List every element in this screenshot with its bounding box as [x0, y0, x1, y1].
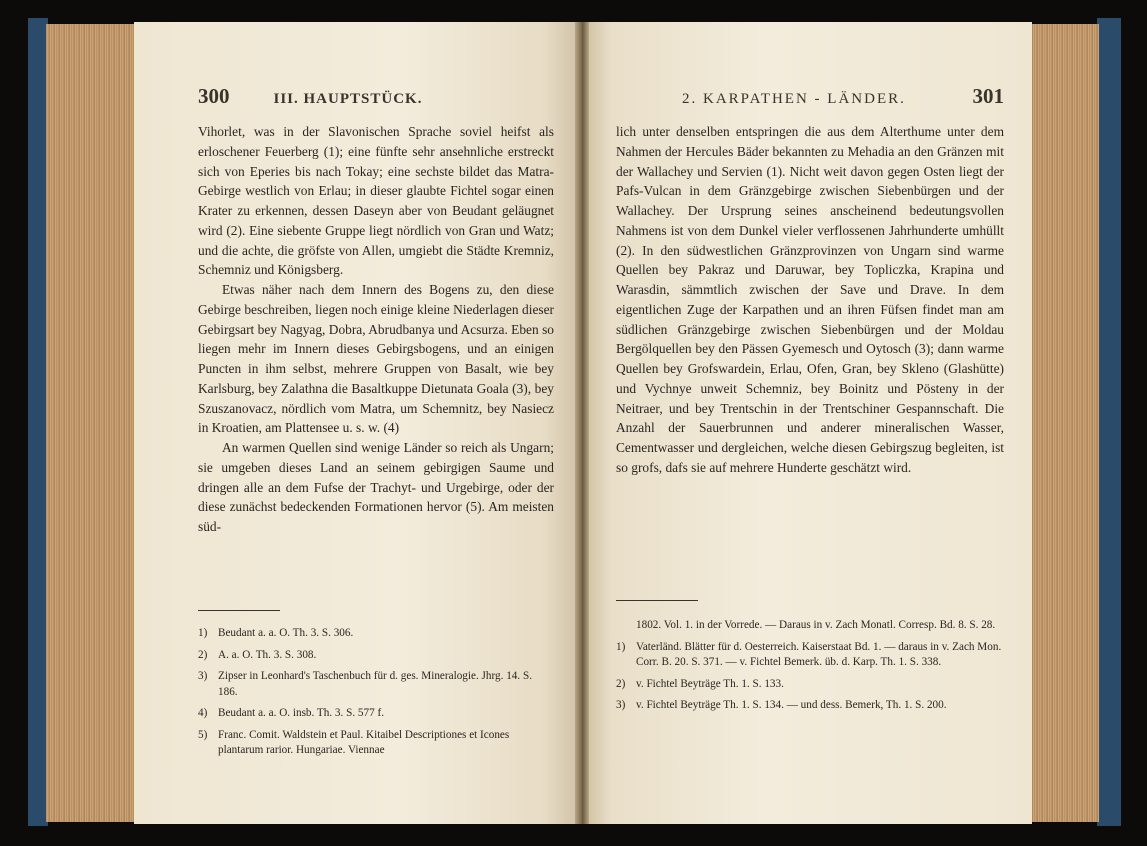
paragraph: An warmen Quellen sind wenige Länder so reich als Ungarn; sie umgeben dieses Land an seinem gebirgigen Saume und dringen alle an dem Fufse der Trachyt- und Urgebirge, oder der diese zunächst bedeckenden Formationen hervor (5). Am meisten süd-	[198, 440, 554, 534]
footnote-text: Franc. Comit. Waldstein et Paul. Kitaibel Descriptiones et Icones plantarum rarior. Hungariae. Viennae	[218, 728, 510, 756]
footnote-mark: 3)	[616, 699, 626, 711]
footnote-mark: 2)	[616, 677, 626, 690]
footnote-rule	[616, 600, 698, 601]
footnotes	[616, 618, 1004, 720]
footnote	[198, 626, 554, 642]
footnote-text: v. Fichtel Beyträge Th. 1. S. 133.	[636, 677, 784, 690]
left-page	[134, 22, 580, 824]
footnote-mark: 3)	[198, 670, 208, 682]
page-number: 300	[198, 84, 230, 108]
footnote	[198, 648, 554, 664]
footnote-rule	[198, 610, 280, 611]
footnote	[198, 669, 554, 700]
paragraph: Etwas näher nach dem Innern des Bogens zu, den diese Gebirge beschreiben, liegen noch einige kleine Niederlagen dieser Gebirgsart bey Nagyag, Dobra, Abrudbanya und Acsurza. Eben so liegen mehr im Innern dieses Gebirgsbogens, und an einigen Puncten in ihm selbst, mehrere Gruppen von Basalt, wie bey Karlsburg, bey Zalathna die Basaltkuppe Dietunata Goala (3), bey Szuszanovacz, nördlich vom Matra, um Schemnitz, bey Nasiecz in Kroatien, am Plattensee u. s. w. (4)	[198, 282, 554, 436]
paragraph: lich unter denselben entspringen die aus dem Alterthume unter dem Nahmen der Hercules Bäder bekannten zu Mehadia an den Gränzen mit der Wallachey und Servien (1). Nicht weit davon gegen Osten liegt der Pafs-Vulcan in dem Gränzgebirge zwischen Siebenbürgen und der Wallachey. Der Ursprung seines anscheinend bedeutungsvollen Nahmens ist von dem Dunkel vieler verflossenen Jahrhunderte umhüllt (2). In den südwestlichen Gränzprovinzen von Ungarn sind warme Quellen bey Pakraz und Daruwar, bey Topliczka, Krapina und Warasdin, sämmtlich zwischen der Save und Drave. In dem eigentlichen Zuge der Karpathen und an ihren Füfsen findet man am südlichen Gränzgebirge zwischen Siebenbürgen und der Moldau Bergölquellen bey den Pässen Gyemesch und Oytosch (3); dann warme Quellen bey Grofswardein, Erlau, Ofen, Gran, bey Skleno (Glashütte) und Vychnye unweit Schemniz, bey Boinitz und Pösteny in der Neitraer, und bey Trentschin in der Trentschiner Gespannschaft. Die Anzahl der Sauerbrunnen und anderer mineralischen Wasser, Cementwasser und dergleichen, welche diesen Gebirgszug begleiten, ist so grofs, dafs sie auf mehrere Hunderte geschätzt wird.	[616, 124, 1004, 475]
footnote-text: 1802. Vol. 1. in der Vorrede. — Daraus in v. Zach Monatl. Corresp. Bd. 8. S. 28.	[636, 619, 996, 631]
right-page	[584, 22, 1032, 824]
chapter-title: 2. KARPATHEN - LÄNDER.	[682, 91, 906, 107]
running-head	[656, 84, 1004, 112]
footnote	[616, 698, 1004, 714]
chapter-title: III. HAUPTSTÜCK.	[273, 91, 423, 107]
running-head	[198, 84, 554, 112]
footnote-text: Beudant a. a. O. Th. 3. S. 306.	[218, 627, 354, 639]
footnote-mark: 2)	[198, 648, 208, 661]
footnote-mark: 4)	[198, 707, 208, 719]
paragraph: Vihorlet, was in der Slavonischen Sprache soviel heifst als erloschener Feuerberg (1); eine fünfte sehr ansehnliche erstreckt sich von Eperies bis nach Tokay; eine sechste bildet das Matra-Gebirge westlich von Erlau; in dieser glaubte Fichtel sogar einen Krater zu erkennen, dessen Daseyn aber von Beudant geläugnet wird (2). Eine siebente Gruppe liegt nördlich von Gran und Watz; und die achte, die gröfste von Allen, umgiebt die Städte Kremniz, Schemniz und Königsberg.	[198, 124, 554, 278]
footnote-text: A. a. O. Th. 3. S. 308.	[218, 648, 317, 661]
footnote-text: v. Fichtel Beyträge Th. 1. S. 134. — und dess. Bemerk, Th. 1. S. 200.	[636, 699, 947, 711]
page-number: 301	[972, 84, 1004, 108]
book-cover-right	[1097, 18, 1121, 826]
body-text	[616, 122, 1004, 478]
book-gutter	[575, 22, 589, 824]
footnote-text: Vaterländ. Blätter für d. Oesterreich. Kaiserstaat Bd. 1. — daraus in v. Zach Mon. Corr. B. 20. S. 371. — v. Fichtel Bemerk. üb. d. Karp. Th. 1. S. 338.	[636, 640, 1002, 668]
page-edges-right	[1029, 24, 1099, 822]
footnote-mark: 1)	[616, 640, 626, 653]
footnotes	[198, 626, 554, 765]
footnote	[198, 728, 554, 759]
footnote	[616, 640, 1004, 671]
footnote	[198, 706, 554, 722]
page-edges-left	[46, 24, 134, 822]
footnote-text: Zipser in Leonhard's Taschenbuch für d. ges. Mineralogie. Jhrg. 14. S. 186.	[218, 670, 533, 698]
footnote-mark: 5)	[198, 728, 208, 741]
footnote-text: Beudant a. a. O. insb. Th. 3. S. 577 f.	[218, 707, 385, 719]
book-cover-left	[28, 18, 48, 826]
footnote-continuation	[616, 618, 1004, 634]
footnote-mark: 1)	[198, 627, 208, 639]
footnote	[616, 677, 1004, 693]
body-text	[198, 122, 554, 537]
